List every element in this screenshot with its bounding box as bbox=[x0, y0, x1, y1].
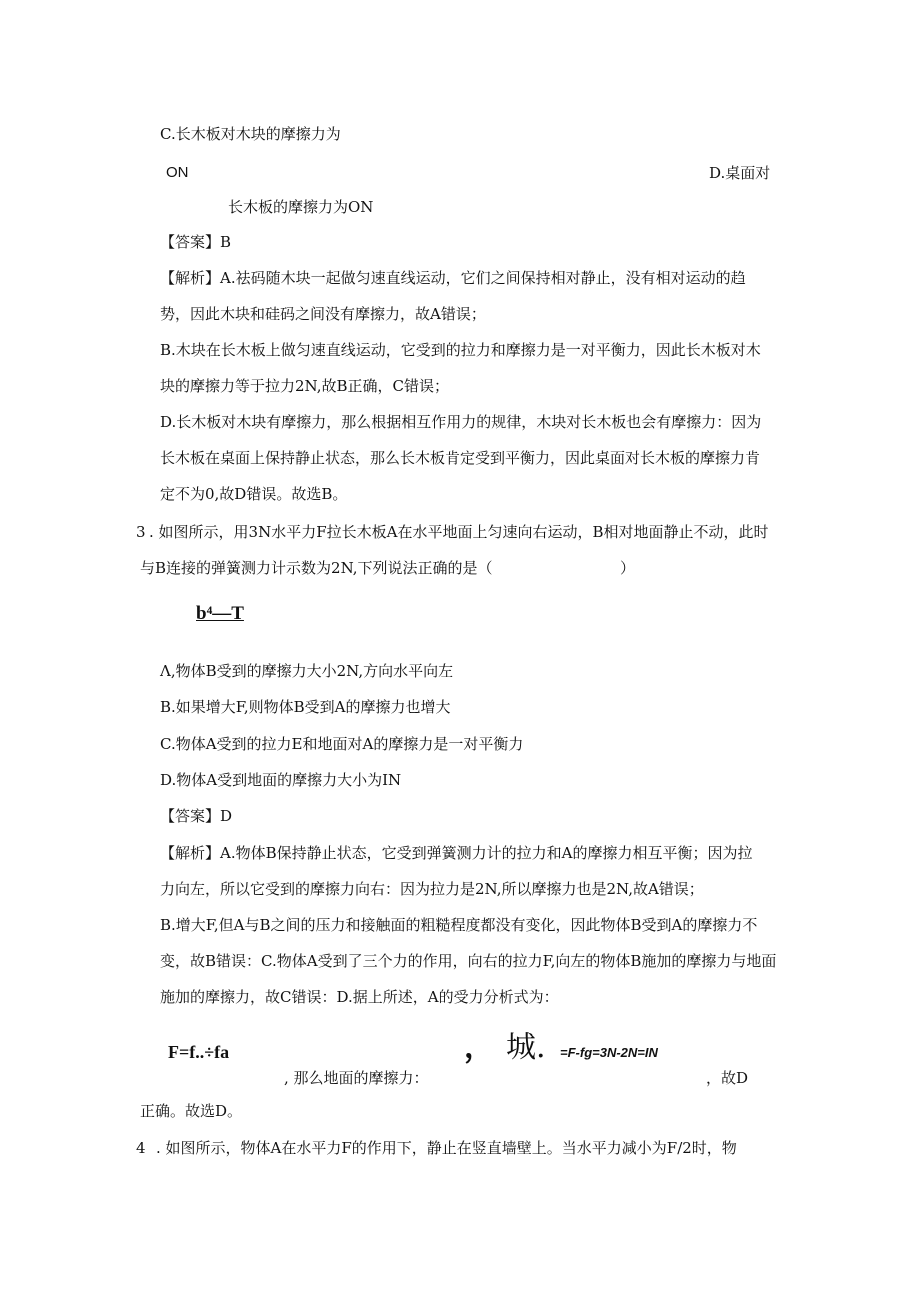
q3-equation-right: =F-fg=3N-2N=IN bbox=[560, 1045, 658, 1060]
q3-equation-end: ，故D bbox=[706, 1069, 749, 1087]
q2-analysis-line: 势，因此木块和硅码之间没有摩擦力，故A错误； bbox=[160, 305, 486, 323]
q3-equation-left: F=f..÷fa bbox=[168, 1042, 230, 1062]
q3-option-a: Λ,物体B受到的摩擦力大小2N,方向水平向左 bbox=[160, 662, 454, 680]
q2-analysis-line: 块的摩擦力等于拉力2N,故B正确，C错误； bbox=[160, 377, 449, 395]
q3-figure-label: b⁴—T bbox=[196, 603, 244, 624]
q4-number: 4 bbox=[136, 1139, 146, 1157]
q3-equation-char: 城. bbox=[506, 1030, 546, 1065]
q2-option-c-value: ON bbox=[166, 164, 189, 181]
q2-analysis-line: 定不为0,故D错误。故选B。 bbox=[160, 485, 348, 503]
q3-analysis-line: 力向左，所以它受到的摩擦力向右：因为拉力是2N,所以摩擦力也是2N,故A错误； bbox=[160, 880, 704, 898]
q3-option-b: B.如果增大F,则物体B受到A的摩擦力也增大 bbox=[160, 698, 451, 716]
q2-analysis-line: B.木块在长木板上做匀速直线运动，它受到的拉力和摩擦力是一对平衡力，因此长木板对木 bbox=[160, 341, 761, 359]
q2-analysis-line: 长木板在桌面上保持静止状态，那么长木板肯定受到平衡力，因此桌面对长木板的摩擦力肯 bbox=[160, 449, 761, 467]
q3-analysis-line: 变，故B错误：C.物体A受到了三个力的作用，向右的拉力F,向左的物体B施加的摩擦力与地面 bbox=[160, 952, 777, 970]
q3-answer: 【答案】D bbox=[160, 807, 233, 825]
q2-option-d-start: D.桌面对 bbox=[709, 164, 771, 182]
q2-option-d-rest: 长木板的摩擦力为ON bbox=[228, 198, 374, 216]
q2-analysis-line: D.长木板对木块有摩擦力，那么根据相互作用力的规律，木块对长木板也会有摩擦力：因为 bbox=[160, 413, 762, 431]
q3-number: 3 bbox=[136, 523, 146, 541]
q3-option-d: D.物体A受到地面的摩擦力大小为IN bbox=[160, 771, 402, 789]
q2-analysis-line: 【解析】A.祛码随木块一起做匀速直线运动，它们之间保持相对静止，没有相对运动的趋 bbox=[160, 269, 746, 287]
q4-stem-line: . 如图所示，物体A在水平力F的作用下，静止在竖直墙壁上。当水平力减小为F/2时，物 bbox=[156, 1139, 737, 1157]
q3-stem-line: 与B连接的弹簧测力计示数为2N,下列说法正确的是（ bbox=[140, 559, 493, 577]
q3-analysis-line: B.增大F,但A与B之间的压力和接触面的粗糙程度都没有变化，因此物体B受到A的摩擦力不 bbox=[160, 916, 758, 934]
q2-option-c: C.长木板对木块的摩擦力为 bbox=[160, 125, 341, 143]
q3-analysis-line: 施加的摩擦力，故C错误：D.据上所述，A的受力分析式为： bbox=[160, 988, 559, 1006]
q3-equation-text: , 那么地面的摩擦力： bbox=[284, 1069, 429, 1087]
q3-equation-comma: ， bbox=[464, 1030, 494, 1065]
q3-analysis-line: 【解析】A.物体B保持静止状态，它受到弹簧测力计的拉力和A的摩擦力相互平衡；因为拉 bbox=[160, 844, 753, 862]
q2-answer: 【答案】B bbox=[160, 233, 232, 251]
q3-stem-line: . 如图所示，用3N水平力F拉长木板A在水平地面上匀速向右运动，B相对地面静止不动，此时 bbox=[149, 523, 769, 541]
q3-stem-close-paren: ） bbox=[620, 559, 636, 577]
q3-conclusion: 正确。故选D。 bbox=[140, 1102, 243, 1120]
q3-option-c: C.物体A受到的拉力E和地面对A的摩擦力是一对平衡力 bbox=[160, 735, 524, 753]
